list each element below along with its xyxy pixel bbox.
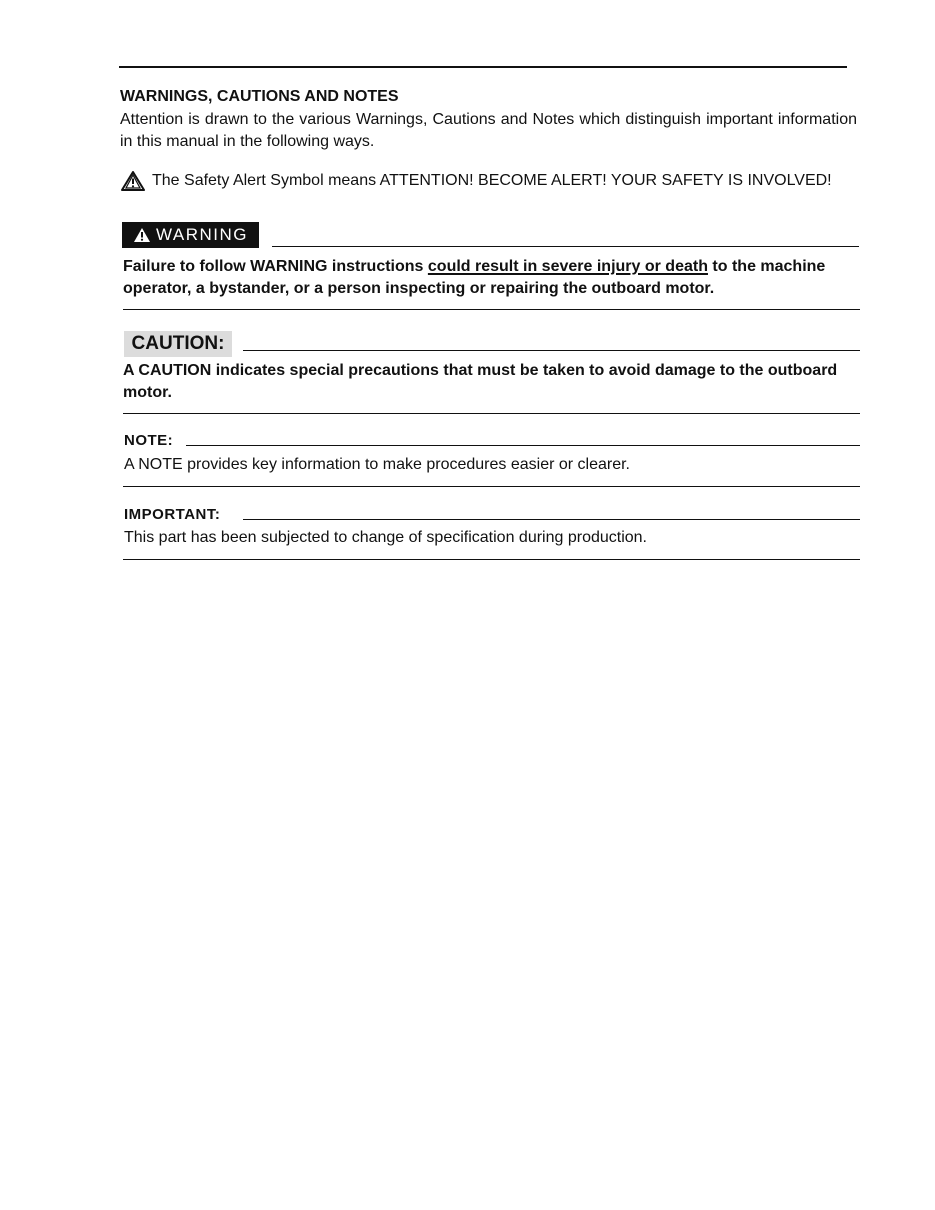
safety-alert-line	[120, 170, 832, 192]
warning-alert-icon	[133, 227, 151, 243]
warning-label-box	[122, 222, 259, 248]
important-label: IMPORTANT:	[124, 506, 221, 523]
caution-label: CAUTION:	[124, 331, 232, 357]
note-bottom-rule	[123, 486, 860, 487]
warning-bottom-rule	[123, 309, 860, 310]
note-label: NOTE:	[124, 432, 174, 449]
section-title: WARNINGS, CAUTIONS AND NOTES	[120, 88, 399, 105]
top-rule	[119, 66, 847, 68]
important-bottom-rule	[123, 559, 860, 560]
important-header-rule	[243, 519, 860, 520]
warning-label: WARNING	[155, 225, 249, 244]
safety-alert-icon	[120, 170, 146, 192]
intro-paragraph: Attention is drawn to the various Warnings, Cautions and Notes which distinguish important information in this manual in the following ways.	[120, 111, 857, 150]
warning-emphasis: could result in severe injury or death	[427, 258, 708, 275]
caution-bottom-rule	[123, 413, 860, 414]
warning-header-rule	[272, 246, 859, 247]
warning-text: Failure to follow WARNING instructions could result in severe injury or death to the machine operator, a bystander, or a person inspecting or repairing the outboard motor.	[123, 258, 826, 297]
safety-alert-text: The Safety Alert Symbol means ATTENTION! BECOME ALERT! YOUR SAFETY IS INVOLVED!	[152, 172, 832, 189]
caution-text: A CAUTION indicates special precautions that must be taken to avoid damage to the outboard motor.	[123, 362, 838, 401]
caution-header-rule	[243, 350, 860, 351]
note-text: A NOTE provides key information to make procedures easier or clearer.	[124, 456, 630, 473]
important-text: This part has been subjected to change of specification during production.	[124, 529, 647, 546]
note-header-rule	[186, 445, 860, 446]
